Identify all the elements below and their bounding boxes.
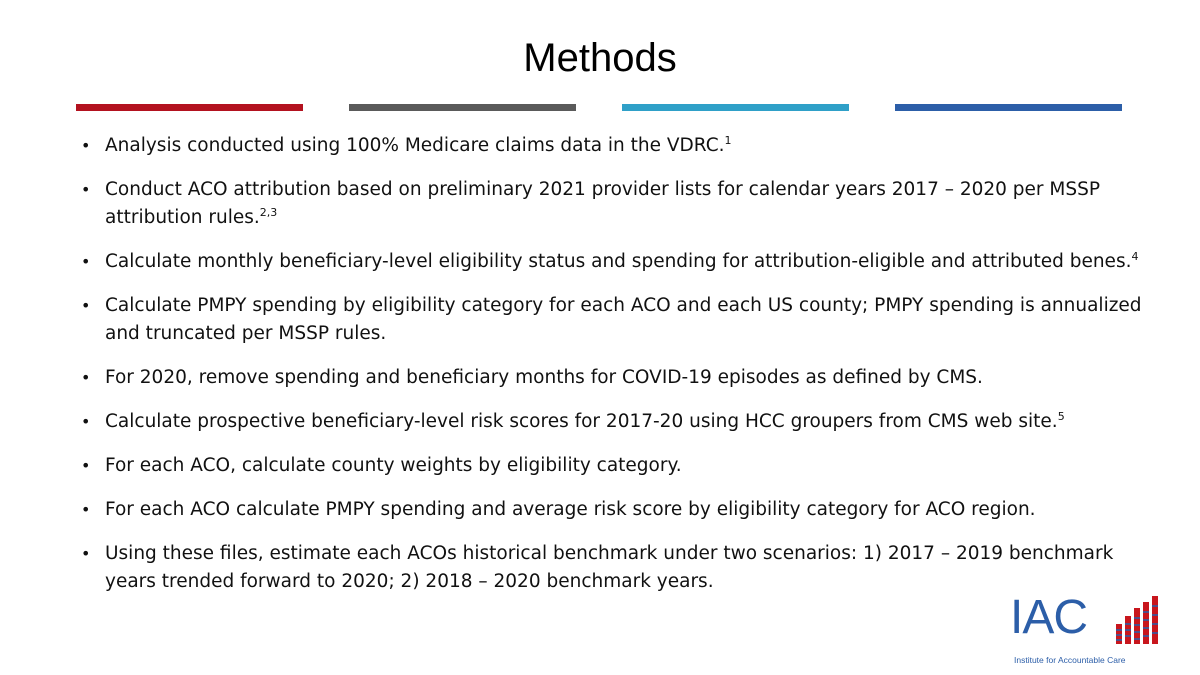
methods-bullet-list <box>80 132 1160 612</box>
slide-title: Methods <box>523 36 677 80</box>
logo-subtitle: Institute for Accountable Care <box>1014 655 1126 665</box>
footnote-ref: 1 <box>724 134 732 147</box>
accent-bar-gray <box>349 104 576 111</box>
bullet-item: • For each ACO calculate PMPY spending and average risk score by eligibility category for ACO region. <box>80 496 1160 524</box>
bullet-item: • Conduct ACO attribution based on preliminary 2021 provider lists for calendar years 2017 – 2020 per MSSP attribution rules.$^{2,3}$ <box>80 176 1160 232</box>
bullet-item: • Calculate PMPY spending by eligibility category for each ACO and each US county; PMPY spending is annualized and truncated per MSSP rules. <box>80 292 1160 348</box>
logo-text: IAC <box>1010 591 1088 644</box>
bullet-item: • For 2020, remove spending and beneficiary months for COVID-19 episodes as defined by CMS. <box>80 364 1160 392</box>
accent-bar-blue <box>895 104 1122 111</box>
bullet-item: • Calculate monthly beneficiary-level eligibility status and spending for attribution-eligible and attributed benes.$^4$ <box>80 248 1160 276</box>
iac-logo <box>1010 592 1170 672</box>
accent-bar-red <box>76 104 303 111</box>
bar-chart-logo-icon <box>1114 594 1164 644</box>
footnote-ref: 5 <box>1057 410 1065 423</box>
footnote-ref: 4 <box>1131 250 1139 263</box>
logo-red-bars <box>1116 596 1158 644</box>
footnote-ref: 2,3 <box>259 206 278 219</box>
bullet-item: • Calculate prospective beneficiary-level risk scores for 2017-20 using HCC groupers from CMS web site.$^5$ <box>80 408 1160 436</box>
accent-bar-teal <box>622 104 849 111</box>
bullet-item: • For each ACO, calculate county weights by eligibility category. <box>80 452 1160 480</box>
bullet-item: • Analysis conducted using 100% Medicare claims data in the VDRC.$^1$ <box>80 132 1160 160</box>
bullet-item: • Using these files, estimate each ACOs historical benchmark under two scenarios: 1) 2017 – 2019 benchmark years trended forward to 2020; 2) 2018 – 2020 benchmark years. <box>80 540 1160 596</box>
